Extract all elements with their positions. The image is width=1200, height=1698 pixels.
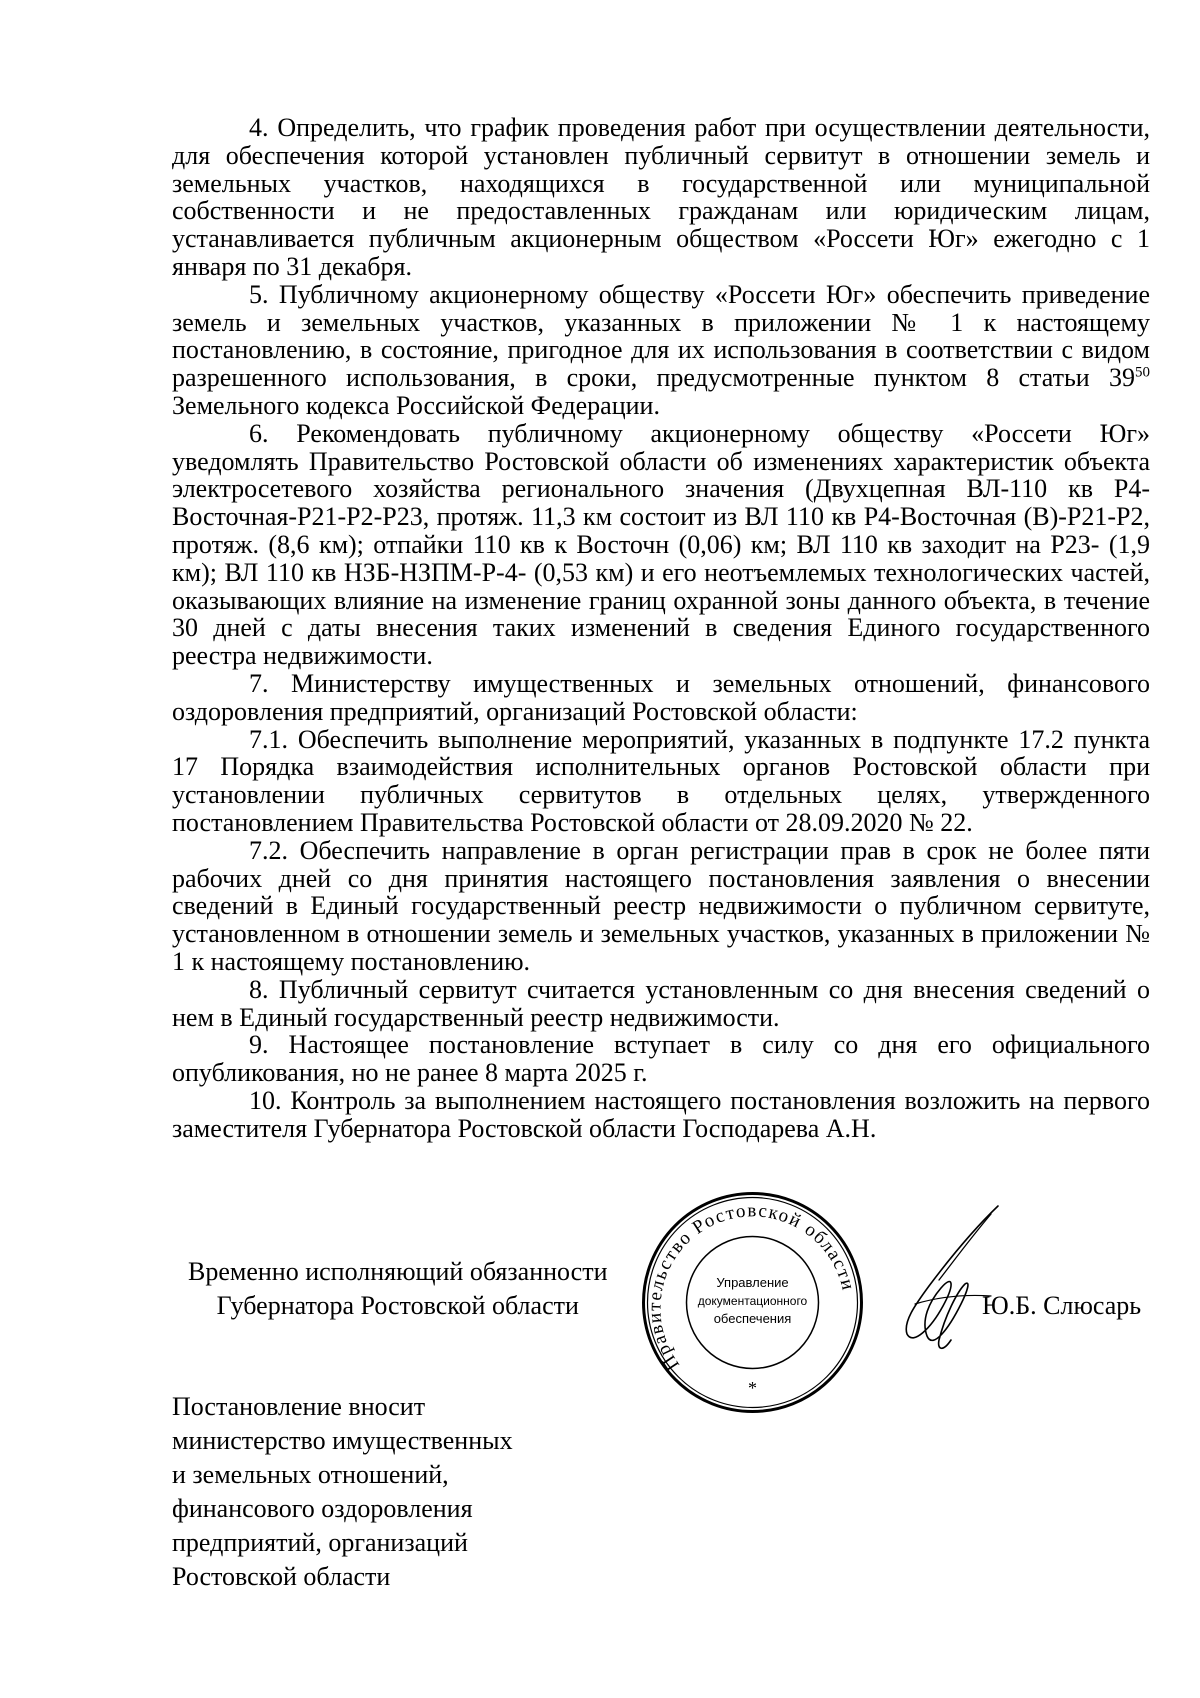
paragraph-7: 7. Министерству имущественных и земельных отношений, финансового оздоровления предприятий, организаций Ростовской области: bbox=[172, 668, 1150, 726]
seal-center-line-1: Управление bbox=[716, 1275, 789, 1290]
signer-position-line-1: Временно исполняющий обязанности bbox=[188, 1257, 608, 1286]
submission-note bbox=[172, 1390, 513, 1594]
paragraph-7-2: 7.2. Обеспечить направление в орган регистрации прав в срок не более пяти рабочих дней со дня принятия настоящего постановления заявления о внесении сведений в Единый государственный реестр недвижимости о публичном сервитуте, установленном в отношении земель и земельных участков, указанных в приложении № 1 к настоящему постановлению. bbox=[172, 835, 1150, 976]
paragraph-4: 4. Определить, что график проведения работ при осуществлении деятельности, для обеспечения которой установлен публичный сервитут в отношении земель и земельных участков, находящихся в государственной или муниципальной собственности и не предоставленных гражданам или юридическим лицам, устанавливается публичным акционерным обществом «Россети Юг» ежегодно с 1 января по 31 декабря. bbox=[172, 113, 1150, 281]
signer-position-line-2: Губернатора Ростовской области bbox=[216, 1291, 579, 1320]
submission-note-line: и земельных отношений, bbox=[172, 1460, 449, 1489]
paragraph-5-text-after: Земельного кодекса Российской Федерации. bbox=[172, 390, 660, 420]
submission-note-line: Ростовской области bbox=[172, 1562, 391, 1591]
document-body bbox=[172, 114, 1150, 1142]
submission-note-line: предприятий, организаций bbox=[172, 1528, 468, 1557]
paragraph-9: 9. Настоящее постановление вступает в силу со дня его официального опубликования, но не ранее 8 марта 2025 г. bbox=[172, 1030, 1150, 1088]
paragraph-5-text-before: 5. Публичному акционерному обществу «Россети Юг» обеспечить приведение земель и земельных участков, указанных в приложении № 1 к настоящему постановлению, в состояние, пригодное для их использования в соответствии с видом разрешенного использования, в сроки, предусмотренные пунктом 8 статьи 39 bbox=[172, 279, 1150, 393]
submission-note-line: министерство имущественных bbox=[172, 1426, 513, 1455]
paragraph-5 bbox=[172, 281, 1150, 420]
seal-star: * bbox=[748, 1378, 757, 1398]
signer-position bbox=[188, 1255, 608, 1323]
article-superscript: 50 bbox=[1135, 364, 1150, 381]
official-seal-icon bbox=[640, 1190, 865, 1415]
seal-center-line-3: обеспечения bbox=[713, 1311, 792, 1326]
paragraph-10: 10. Контроль за выполнением настоящего постановления возложить на первого заместителя Губернатора Ростовской области Господарева А.Н. bbox=[172, 1085, 1150, 1143]
paragraph-8: 8. Публичный сервитут считается установленным со дня внесения сведений о нем в Единый государственный реестр недвижимости. bbox=[172, 974, 1150, 1032]
seal-ring-text: Правительство Ростовской области bbox=[644, 1200, 859, 1375]
signer-name: Ю.Б. Слюсарь bbox=[982, 1291, 1142, 1320]
paragraph-6: 6. Рекомендовать публичному акционерному обществу «Россети Юг» уведомлять Правительство Ростовской области об изменениях характеристик объекта электросетевого хозяйства регионального значения (Двухцепная ВЛ-110 кв Р4-Восточная-Р21-Р2-Р23, протяж. 11,3 км состоит из ВЛ 110 кв Р4-Восточная (В)-Р21-Р2, протяж. (8,6 км); отпайки 110 кв к Восточн (0,06) км; ВЛ 110 кв заходит на Р23- (1,9 км); ВЛ 110 кв НЗБ-НЗПМ-Р-4- (0,53 км) и его неотъемлемых технологических частей, оказывающих влияние на изменение границ охранной зоны данного объекта, в течение 30 дней с даты внесения таких изменений в сведения Единого государственного реестра недвижимости. bbox=[172, 418, 1150, 671]
seal-center-line-2: документационного bbox=[697, 1294, 808, 1308]
handwritten-signature-icon bbox=[895, 1200, 1005, 1360]
paragraph-7-1: 7.1. Обеспечить выполнение мероприятий, указанных в подпункте 17.2 пункта 17 Порядка взаимодействия исполнительных органов Ростовской области при установлении публичных сервитутов в отдельных целях, утвержденного постановлением Правительства Ростовской области от 28.09.2020 № 22. bbox=[172, 724, 1150, 837]
submission-note-line: финансового оздоровления bbox=[172, 1494, 473, 1523]
submission-note-line: Постановление вносит bbox=[172, 1392, 426, 1421]
